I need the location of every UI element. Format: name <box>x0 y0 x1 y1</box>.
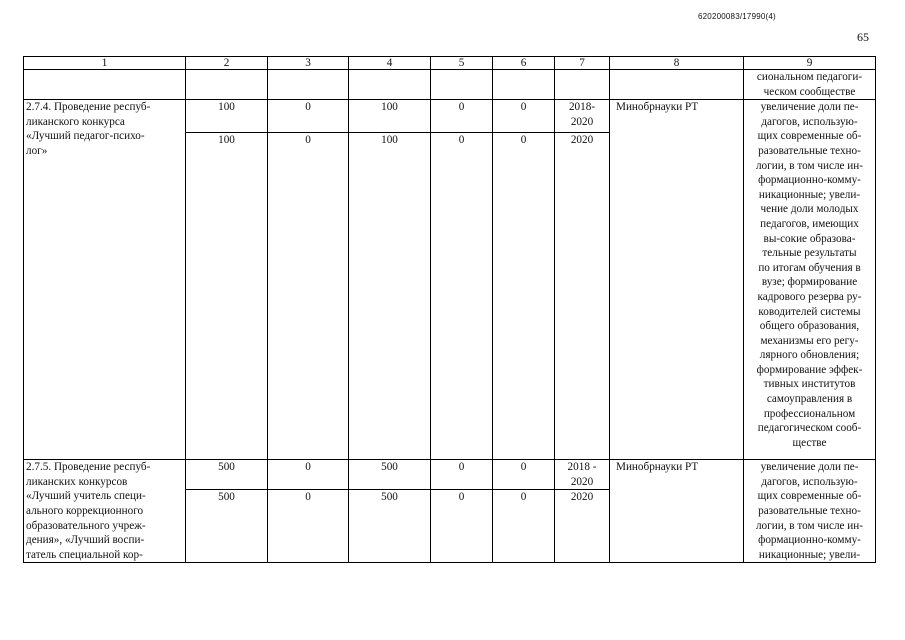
header-cell: 2 <box>186 57 268 70</box>
years-cell: 2018- 2020 <box>555 100 610 133</box>
value-cell: 0 <box>431 460 493 490</box>
value-cell: 0 <box>431 490 493 563</box>
header-cell: 6 <box>493 57 555 70</box>
measure-title: 2.7.4. Проведение респуб- ликанского конкурса «Лучший педагог-психо- лог» <box>24 100 186 460</box>
header-cell: 3 <box>268 57 349 70</box>
result-cell: увеличение доли пе- дагогов, использую- щих современные об- разовательные техно- логии, в том числе ин- формационно-комму- никационные; увели- чение доли молодых педагогов, имеющих вы-сокие образова- тельные результаты по итогам обучения в вузе; формирование кадрового резерва ру- ководителей системы общего образования, механизмы его регу- лярного обновления; формирование эффек- тивных институтов самоуправления в профессиональном педагогическом сооб- ществе <box>744 100 876 460</box>
ministry-cell: Минобрнауки РТ <box>610 460 744 563</box>
years-cell: 2020 <box>555 490 610 563</box>
value-cell: 500 <box>349 460 431 490</box>
measure-title: 2.7.5. Проведение респуб- ликанских конкурсов «Лучший учитель специ- ального коррекционного образовательного учреж- дения», «Лучший воспи- татель специальной кор- <box>24 460 186 563</box>
header-cell: 5 <box>431 57 493 70</box>
header-row <box>24 57 876 70</box>
value-cell: 500 <box>186 490 268 563</box>
table-row <box>24 100 876 133</box>
value-cell: 500 <box>349 490 431 563</box>
header-cell: 7 <box>555 57 610 70</box>
continuation-text: сиональном педагоги- ческом сообществе <box>744 70 876 100</box>
header-cell: 9 <box>744 57 876 70</box>
value-cell: 0 <box>268 460 349 490</box>
value-cell: 0 <box>493 100 555 133</box>
value-cell: 100 <box>349 100 431 133</box>
years-cell: 2020 <box>555 133 610 460</box>
table-row <box>24 460 876 490</box>
value-cell: 100 <box>186 133 268 460</box>
continuation-row <box>24 70 876 100</box>
page-number: 65 <box>857 30 869 44</box>
program-table <box>23 56 876 563</box>
years-cell: 2018 - 2020 <box>555 460 610 490</box>
value-cell: 0 <box>493 460 555 490</box>
value-cell: 0 <box>493 490 555 563</box>
value-cell: 500 <box>186 460 268 490</box>
value-cell: 0 <box>431 100 493 133</box>
header-cell: 1 <box>24 57 186 70</box>
result-cell: увеличение доли пе- дагогов, использую- щих современные об- разовательные техно- логии, в том числе ин- формационно-комму- никационные; увели- <box>744 460 876 563</box>
value-cell: 0 <box>493 133 555 460</box>
value-cell: 0 <box>268 490 349 563</box>
value-cell: 0 <box>268 100 349 133</box>
header-cell: 4 <box>349 57 431 70</box>
value-cell: 100 <box>349 133 431 460</box>
document-code: 620200083/17990(4) <box>698 12 776 21</box>
value-cell: 100 <box>186 100 268 133</box>
ministry-cell: Минобрнауки РТ <box>610 100 744 460</box>
header-cell: 8 <box>610 57 744 70</box>
value-cell: 0 <box>268 133 349 460</box>
value-cell: 0 <box>431 133 493 460</box>
